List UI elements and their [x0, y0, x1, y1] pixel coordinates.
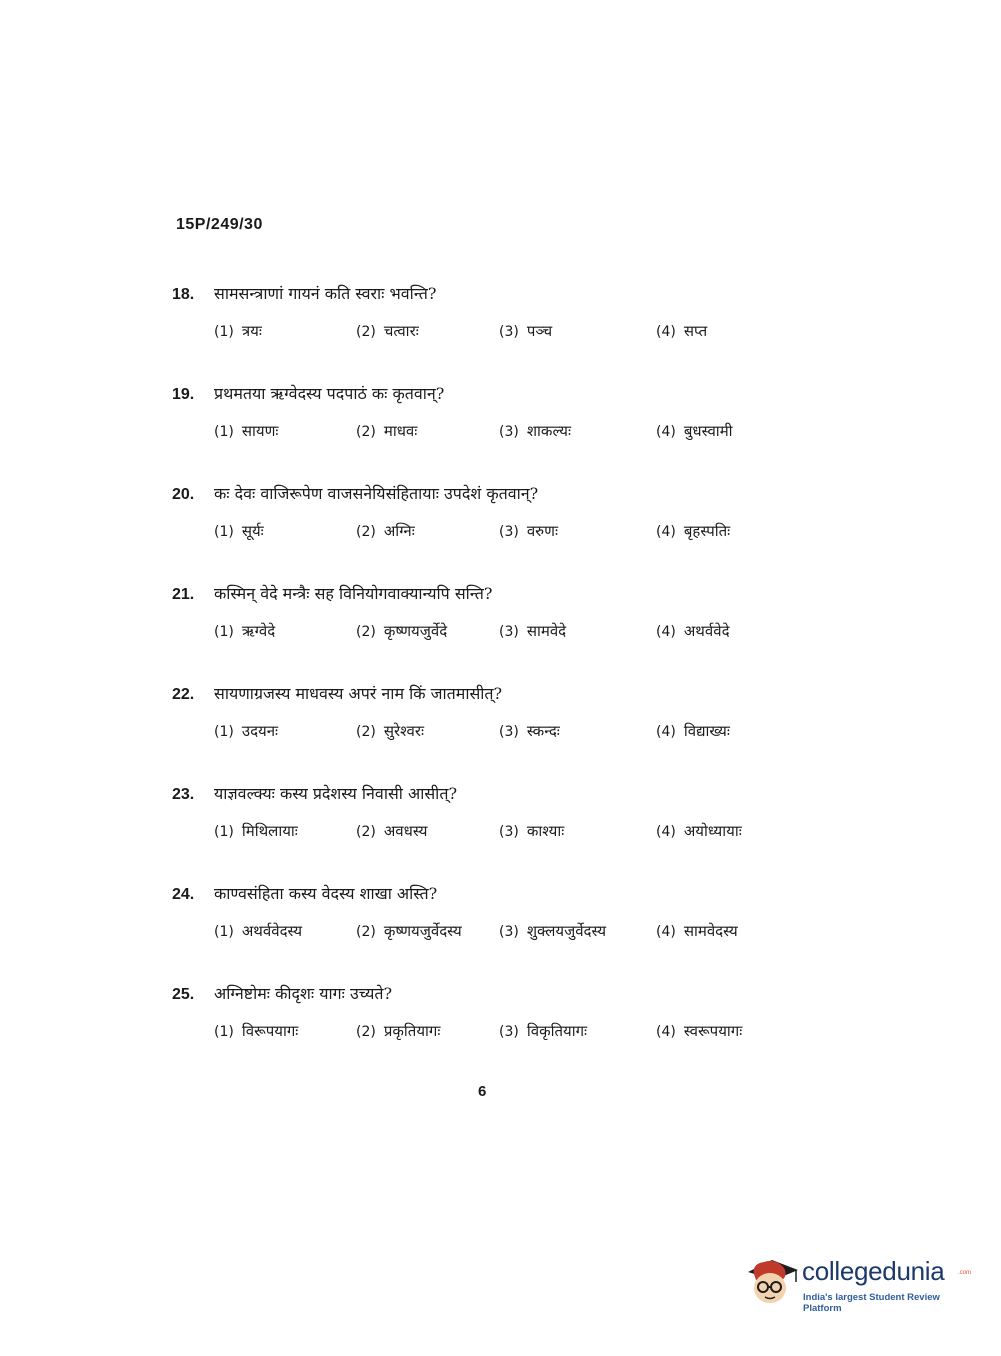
option-text: मिथिलायाः	[241, 822, 298, 840]
brand-domain: .com	[958, 1270, 972, 1276]
option-text: माधवः	[383, 422, 418, 440]
option-text: सप्त	[683, 322, 708, 340]
question	[172, 982, 792, 1082]
option	[356, 821, 499, 841]
option	[656, 621, 786, 641]
option-text: चत्वारः	[383, 322, 419, 340]
option-number: (2)	[356, 424, 376, 440]
option-number: (1)	[214, 724, 234, 740]
option	[356, 421, 499, 441]
option-list	[172, 321, 792, 341]
option	[214, 921, 356, 941]
option	[499, 421, 656, 441]
option-number: (3)	[499, 724, 519, 740]
option	[656, 1021, 786, 1041]
option	[499, 321, 656, 341]
question-text: कस्मिन् वेदे मन्त्रैः सह विनियोगवाक्यान्यपि सन्ति?	[214, 584, 493, 603]
option	[499, 921, 656, 941]
question-number: 22.	[172, 686, 195, 703]
question-number: 23.	[172, 786, 195, 803]
option-text: शुक्लयजुर्वेदस्य	[526, 922, 607, 940]
option	[356, 1021, 499, 1041]
option-number: (3)	[499, 824, 519, 840]
option	[656, 421, 786, 441]
option-text: अग्निः	[383, 522, 415, 540]
option-number: (4)	[656, 524, 676, 540]
option-text: वरुणः	[526, 522, 559, 540]
option-number: (1)	[214, 1024, 234, 1040]
question-text: सामसन्त्राणां गायनं कति स्वराः भवन्ति?	[214, 284, 437, 303]
option-number: (2)	[356, 324, 376, 340]
brand-name: collegedunia	[802, 1256, 945, 1286]
option-number: (2)	[356, 724, 376, 740]
option	[656, 321, 786, 341]
question-text: याज्ञवल्क्यः कस्य प्रदेशस्य निवासी आसीत्?	[214, 784, 458, 803]
question	[172, 782, 792, 882]
question	[172, 682, 792, 782]
option-text: शाकल्यः	[526, 422, 572, 440]
option	[356, 921, 499, 941]
question	[172, 582, 792, 682]
option-text: काश्याः	[526, 822, 565, 840]
option-list	[172, 721, 792, 741]
option	[214, 421, 356, 441]
option	[356, 521, 499, 541]
option	[499, 821, 656, 841]
option	[214, 621, 356, 641]
option	[214, 1021, 356, 1041]
option-number: (1)	[214, 324, 234, 340]
option-number: (4)	[656, 1024, 676, 1040]
option-list	[172, 821, 792, 841]
option-text: सुरेश्वरः	[383, 722, 424, 740]
option	[656, 521, 786, 541]
student-mascot-icon	[742, 1250, 800, 1308]
option-list	[172, 521, 792, 541]
option-number: (2)	[356, 524, 376, 540]
option-number: (4)	[656, 724, 676, 740]
question-list	[172, 282, 792, 1082]
option	[214, 321, 356, 341]
option-number: (3)	[499, 624, 519, 640]
option-text: कृष्णयजुर्वेदस्य	[383, 922, 462, 940]
page-number: 6	[478, 1083, 487, 1100]
question	[172, 382, 792, 482]
question-number: 18.	[172, 286, 195, 303]
option-list	[172, 1021, 792, 1041]
question	[172, 482, 792, 582]
option	[656, 921, 786, 941]
option	[356, 621, 499, 641]
option-text: अयोध्यायाः	[683, 822, 742, 840]
option-text: सूर्यः	[241, 522, 264, 540]
option-number: (2)	[356, 1024, 376, 1040]
question-number: 25.	[172, 986, 195, 1003]
option-number: (1)	[214, 424, 234, 440]
question-text: अग्निष्टोमः कीदृशः यागः उच्यते?	[214, 984, 393, 1003]
option-number: (1)	[214, 624, 234, 640]
option-number: (3)	[499, 1024, 519, 1040]
option-text: अवधस्य	[383, 822, 428, 840]
option-number: (1)	[214, 924, 234, 940]
option-number: (2)	[356, 824, 376, 840]
question	[172, 282, 792, 382]
option-number: (3)	[499, 524, 519, 540]
option	[499, 1021, 656, 1041]
option-text: विद्याख्यः	[683, 722, 730, 740]
option	[656, 721, 786, 741]
question-text: प्रथमतया ऋग्वेदस्य पदपाठं कः कृतवान्?	[214, 384, 445, 403]
option-text: विरूपयागः	[241, 1022, 299, 1040]
option	[356, 721, 499, 741]
option-list	[172, 921, 792, 941]
option	[499, 721, 656, 741]
option	[499, 521, 656, 541]
option	[356, 321, 499, 341]
question-number: 20.	[172, 486, 195, 503]
option-number: (2)	[356, 624, 376, 640]
option	[656, 821, 786, 841]
option-text: उदयनः	[241, 722, 279, 740]
option-number: (4)	[656, 424, 676, 440]
question-text: काण्वसंहिता कस्य वेदस्य शाखा अस्ति?	[214, 884, 438, 903]
option-text: त्रयः	[241, 322, 262, 340]
question-number: 24.	[172, 886, 195, 903]
option-number: (4)	[656, 324, 676, 340]
question	[172, 882, 792, 982]
option-number: (3)	[499, 424, 519, 440]
option-number: (4)	[656, 924, 676, 940]
option-number: (3)	[499, 924, 519, 940]
option-text: बुधस्वामी	[683, 422, 733, 440]
option-text: बृहस्पतिः	[683, 522, 731, 540]
option-text: सामवेदे	[526, 622, 567, 640]
option-text: पञ्च	[526, 322, 553, 340]
option-number: (1)	[214, 524, 234, 540]
option-number: (2)	[356, 924, 376, 940]
option-text: सायणः	[241, 422, 279, 440]
collegedunia-watermark	[742, 1250, 972, 1314]
option-text: ऋग्वेदे	[241, 622, 276, 640]
option-text: सामवेदस्य	[683, 922, 738, 940]
option-text: कृष्णयजुर्वेदे	[383, 622, 448, 640]
option-number: (3)	[499, 324, 519, 340]
question-text: कः देवः वाजिरूपेण वाजसनेयिसंहितायाः उपदेशं कृतवान्?	[214, 484, 539, 503]
option-text: अथर्ववेदस्य	[241, 922, 303, 940]
option	[214, 721, 356, 741]
question-number: 19.	[172, 386, 195, 403]
option-text: विकृतियागः	[526, 1022, 588, 1040]
option	[214, 521, 356, 541]
question-number: 21.	[172, 586, 195, 603]
option-text: अथर्ववेदे	[683, 622, 730, 640]
option-list	[172, 421, 792, 441]
question-text: सायणाग्रजस्य माधवस्य अपरं नाम किं जातमासीत्?	[214, 684, 503, 703]
option-list	[172, 621, 792, 641]
option	[214, 821, 356, 841]
option-number: (1)	[214, 824, 234, 840]
option-text: स्वरूपयागः	[683, 1022, 743, 1040]
option-text: प्रकृतियागः	[383, 1022, 441, 1040]
option-number: (4)	[656, 824, 676, 840]
paper-code: 15P/249/30	[176, 216, 263, 233]
option-number: (4)	[656, 624, 676, 640]
brand-tagline: India's largest Student Review Platform	[803, 1292, 940, 1314]
option-text: स्कन्दः	[526, 722, 560, 740]
option	[499, 621, 656, 641]
